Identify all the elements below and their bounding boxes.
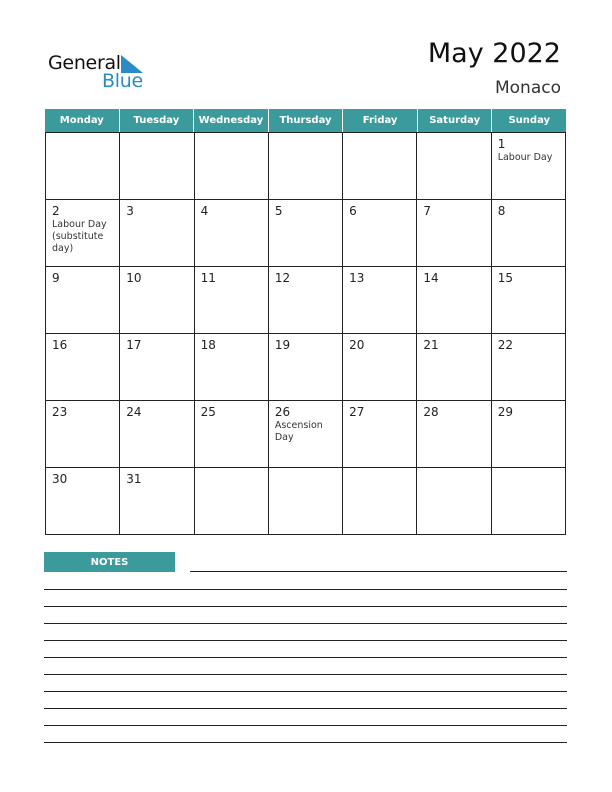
day-cell (343, 133, 417, 199)
day-cell (492, 468, 566, 534)
day-number: 9 (52, 271, 60, 285)
day-number: 26 (274, 405, 291, 419)
holiday-label: Ascension Day (274, 420, 323, 443)
weekday-wednesday: Wednesday (194, 109, 269, 132)
calendar-week (46, 200, 566, 267)
day-cell (492, 267, 566, 333)
day-cell (120, 401, 194, 467)
day-number: 18 (200, 338, 216, 352)
day-number: 13 (349, 271, 365, 285)
day-cell (417, 267, 491, 333)
holiday-label: Labour Day (497, 152, 553, 163)
day-number: 11 (200, 271, 216, 285)
day-cell (343, 334, 417, 400)
day-cell (195, 267, 269, 333)
day-cell (195, 401, 269, 467)
note-line (44, 657, 567, 658)
day-cell (46, 401, 120, 467)
weekday-saturday: Saturday (418, 109, 493, 132)
note-line (44, 742, 567, 743)
day-cell (417, 133, 491, 199)
day-cell (46, 133, 120, 199)
day-cell (120, 133, 194, 199)
notes-label: NOTES (44, 552, 175, 572)
day-number: 12 (274, 271, 291, 285)
note-line (190, 571, 567, 572)
weekday-tuesday: Tuesday (120, 109, 195, 132)
day-number: 15 (497, 271, 513, 285)
calendar-week (46, 401, 566, 468)
day-number: 19 (274, 338, 291, 352)
note-line (44, 725, 567, 726)
day-cell (417, 401, 491, 467)
day-number: 3 (126, 204, 134, 218)
weekday-thursday: Thursday (269, 109, 344, 132)
weekday-sunday: Sunday (508, 115, 551, 126)
weekday-header (45, 109, 566, 132)
day-cell (343, 468, 417, 534)
note-line (44, 589, 567, 590)
day-number: 24 (126, 405, 142, 419)
day-cell (195, 468, 269, 534)
calendar-week (46, 334, 566, 401)
weekday-friday: Friday (343, 109, 418, 132)
day-number: 16 (52, 338, 68, 352)
day-cell (120, 468, 194, 534)
calendar-title: May 2022 (427, 38, 561, 69)
day-cell (46, 334, 120, 400)
day-cell (343, 200, 417, 266)
day-cell (46, 468, 120, 534)
logo-text-blue: Blue (102, 70, 143, 92)
note-line (44, 623, 567, 624)
day-number: 20 (349, 338, 365, 352)
calendar-grid (45, 109, 566, 530)
day-number: 23 (52, 405, 68, 419)
day-cell (269, 267, 343, 333)
weekday-monday: Monday (45, 109, 120, 132)
day-cell (269, 133, 343, 199)
day-cell (492, 401, 566, 467)
day-number: 28 (423, 405, 439, 419)
day-cell (417, 334, 491, 400)
day-cell (120, 334, 194, 400)
day-cell (195, 200, 269, 266)
day-cell (343, 267, 417, 333)
day-cell (269, 200, 343, 266)
day-number: 10 (126, 271, 142, 285)
note-line (44, 674, 567, 675)
calendar-week (46, 267, 566, 334)
day-number: 30 (52, 472, 68, 486)
logo (48, 52, 148, 92)
day-cell (417, 200, 491, 266)
day-number: 4 (200, 204, 209, 218)
calendar-body (45, 132, 566, 535)
day-cell (492, 334, 566, 400)
day-number: 5 (274, 204, 283, 218)
note-line (44, 640, 567, 641)
day-number: 25 (200, 405, 216, 419)
logo-text-general: General (48, 52, 121, 74)
calendar-subtitle: Monaco (494, 78, 561, 98)
day-cell (269, 468, 343, 534)
day-number: 1 (497, 137, 506, 151)
day-number: 29 (497, 405, 513, 419)
day-cell (120, 267, 194, 333)
note-line (44, 606, 567, 607)
day-number: 22 (497, 338, 513, 352)
holiday-label: Labour Day (substitute day) (52, 219, 107, 254)
day-number: 27 (349, 405, 365, 419)
day-cell (269, 334, 343, 400)
day-number: 17 (126, 338, 142, 352)
day-cell (492, 133, 566, 199)
calendar-week (46, 133, 566, 200)
day-cell (120, 200, 194, 266)
day-cell (46, 267, 120, 333)
day-number: 6 (349, 204, 357, 218)
calendar-week (46, 468, 566, 535)
day-number: 8 (497, 204, 506, 218)
day-number: 2 (52, 204, 60, 218)
day-cell (492, 200, 566, 266)
day-cell (195, 133, 269, 199)
day-number: 21 (423, 338, 439, 352)
day-cell (195, 334, 269, 400)
note-line (44, 691, 567, 692)
note-line (44, 708, 567, 709)
day-cell (269, 401, 343, 467)
day-number: 31 (126, 472, 142, 486)
day-number: 14 (423, 271, 439, 285)
day-cell (343, 401, 417, 467)
day-number: 7 (423, 204, 432, 218)
day-cell (46, 200, 120, 266)
day-cell (417, 468, 491, 534)
